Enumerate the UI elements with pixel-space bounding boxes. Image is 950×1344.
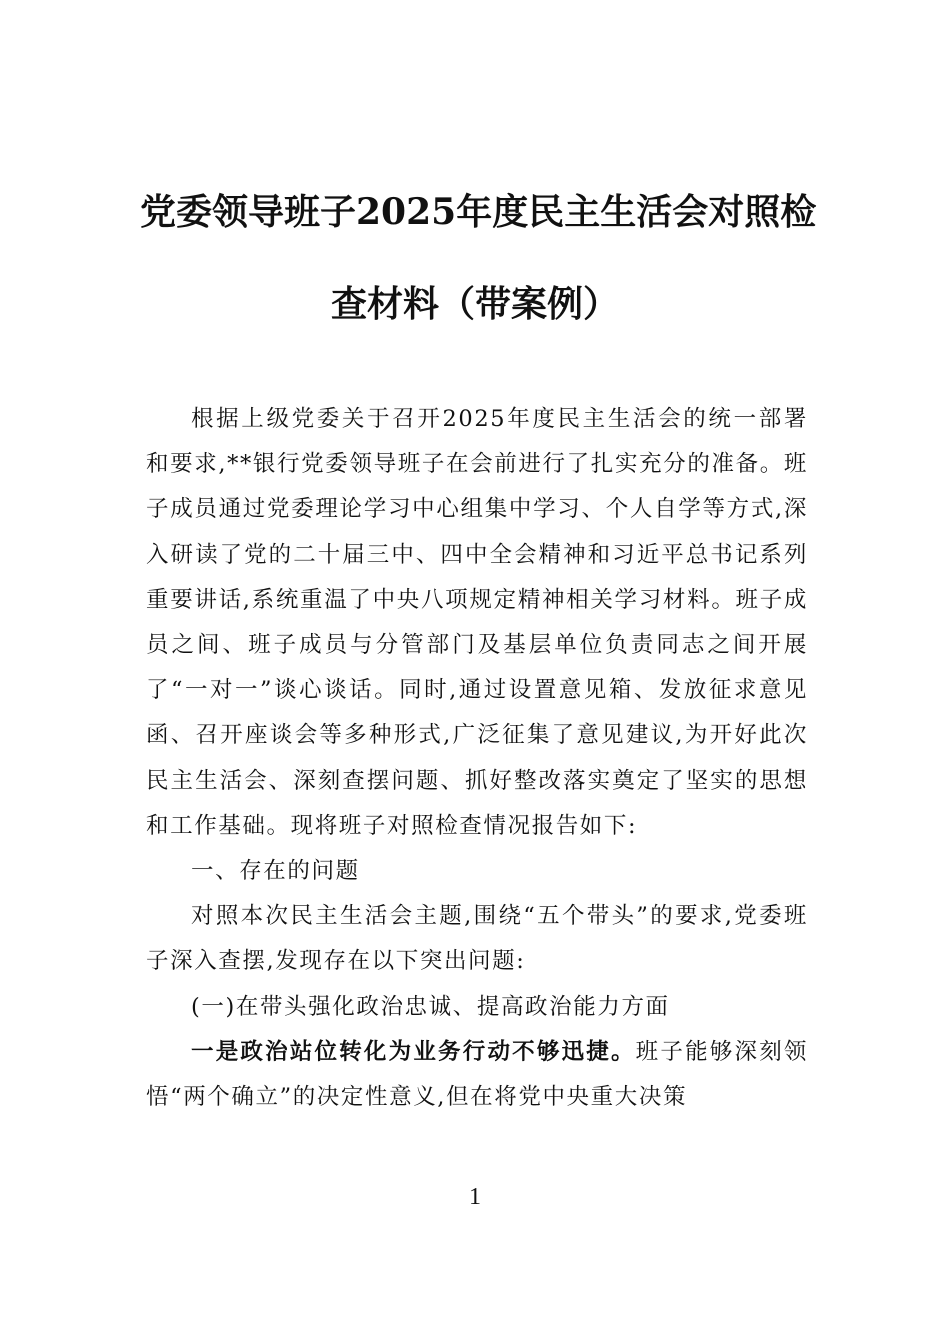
point-1-lead: 一是政治站位转化为业务行动不够迅捷。 [191,1038,636,1065]
intro-paragraph: 根据上级党委关于召开2025年度民主生活会的统一部署和要求,**银行党委领导班子在会前进行了扎实充分的准备。班子成员通过党委理论学习中心组集中学习、个人自学等方式,深入研读了党的二十届三中、四中全会精神和习近平总书记系列重要讲话,系统重温了中央八项规定精神相关学习材料。班子成员之间、班子成员与分管部门及基层单位负责同志之间开展了“一对一”谈心谈话。同时,通过设置意见箱、发放征求意见函、召开座谈会等多种形式,广泛征集了意见建议,为开好此次民主生活会、深刻查摆问题、抓好整改落实奠定了坚实的思想和工作基础。现将班子对照检查情况报告如下: [146,406,808,839]
section-heading-problems: 一、存在的问题 [191,858,360,885]
point-1-text: 班子能够深刻领悟“两个确立”的决定性意义,但在将党中央重大决策 [146,1038,808,1111]
page-number: 1 [469,1184,481,1210]
document-body [146,397,808,1120]
document-title-line-1: 党委领导班子2025年度民主生活会对照检 [140,191,817,233]
document-title-line-2: 查材料（带案例） [330,283,619,325]
point-1-paragraph [146,1030,808,1120]
document-title [140,166,817,350]
subsection-heading-1: (一)在带头强化政治忠诚、提高政治能力方面 [191,993,670,1020]
problems-intro-paragraph: 对照本次民主生活会主题,围绕“五个带头”的要求,党委班子深入查摆,发现存在以下突出问题: [146,903,808,975]
